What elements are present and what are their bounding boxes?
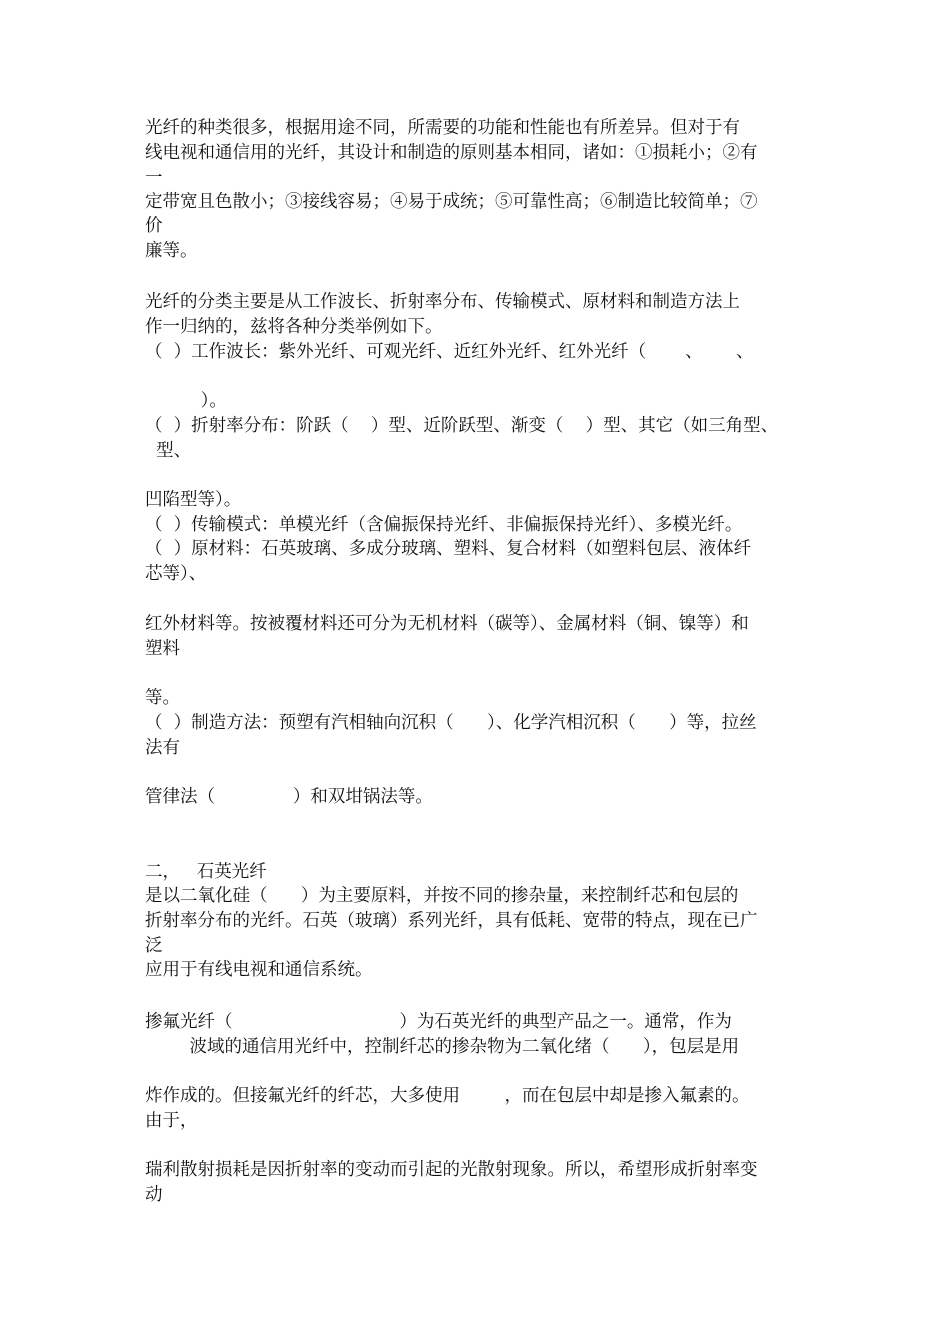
text-line: 型、 [145,441,192,461]
text-line: 芯等）、 [145,564,207,584]
text-line: 凹陷型等）。 [145,490,242,510]
text-line: 应用于有线电视和通信系统。 [145,960,373,980]
text-line: （ ）传输模式：单模光纤（含偏振保持光纤、非偏振保持光纤）、多模光纤。 [145,515,743,535]
text-line: 线电视和通信用的光纤，其设计和制造的原则基本相同，诸如：①损耗小；②有 [145,143,758,163]
text-line: 炸作成的。但接氟光纤的纤芯，大多使用 ，而在包层中却是掺入氟素的。 [145,1086,750,1106]
text-line: （ ）原材料：石英玻璃、多成分玻璃、塑料、复合材料（如塑料包层、液体纤 [145,539,752,559]
text-line: 光纤的种类很多，根据用途不同，所需要的功能和性能也有所差异。但对于有 [145,118,740,138]
text-line: 作一归纳的，兹将各种分类举例如下。 [145,317,443,337]
text-line: 光纤的分类主要是从工作波长、折射率分布、传输模式、原材料和制造方法上 [145,292,740,312]
text-line: 等。 [145,688,180,708]
text-line: 折射率分布的光纤。石英（玻璃）系列光纤，具有低耗、宽带的特点，现在已广 [145,911,758,931]
text-line: 定带宽且色散小；③接线容易；④易于成统；⑤可靠性高；⑥制造比较简单；⑦ [145,192,758,212]
text-line: 动 [145,1185,163,1205]
text-line: 由于， [145,1111,198,1131]
text-line: 管律法（ ）和双坩锅法等。 [145,787,433,807]
text-line: 法有 [145,738,180,758]
text-line: 廉等。 [145,241,198,261]
text-line: 塑料 [145,639,180,659]
text-line: 波域的通信用光纤中，控制纤芯的掺杂物为二氧化绪（ ），包层是用 [145,1037,740,1057]
text-line: 红外材料等。按被覆材料还可分为无机材料（碳等）、金属材料（铜、镍等）和 [145,614,749,634]
text-line: 泛 [145,936,163,956]
section-heading: 二， 石英光纤 [145,862,267,882]
text-line: ）。 [145,391,227,411]
text-line: （ ）制造方法：预塑有汽相轴向沉积（ ）、化学汽相沉积（ ）等，拉丝 [145,713,757,733]
text-line: 价 [145,216,163,236]
text-line: （ ）折射率分布：阶跃（ ）型、近阶跃型、渐变（ ）型、其它（如三角型、 [145,416,779,436]
text-line: 是以二氧化硅（ ）为主要原料，并按不同的掺杂量，来控制纤芯和包层的 [145,886,739,906]
text-line: 掺氟光纤（ ）为石英光纤的典型产品之一。通常，作为 [145,1012,732,1032]
text-line: 一 [145,168,163,188]
text-line: （ ）工作波长：紫外光纤、可观光纤、近红外光纤、红外光纤（ 、 、 [145,342,754,362]
text-line: 瑞利散射损耗是因折射率的变动而引起的光散射现象。所以，希望形成折射率变 [145,1160,758,1180]
